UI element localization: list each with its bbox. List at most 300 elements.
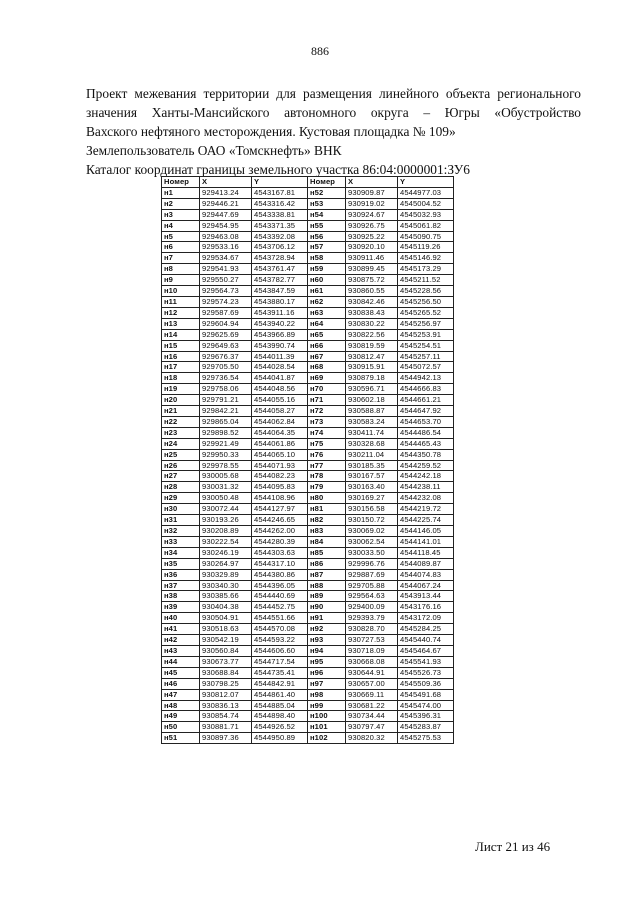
point-number-cell: н89	[308, 591, 346, 602]
point-number-cell: н73	[308, 416, 346, 427]
y-coordinate-cell: 4544118.45	[398, 547, 454, 558]
point-number-cell: н67	[308, 351, 346, 362]
x-coordinate-cell: 930830.22	[346, 318, 398, 329]
x-coordinate-cell: 930681.22	[346, 700, 398, 711]
y-coordinate-cell: 4544942.13	[398, 373, 454, 384]
y-coordinate-cell: 4544977.03	[398, 187, 454, 198]
table-row	[162, 569, 454, 580]
project-title-line-1: Проект межевания территории для размещения линейного объекта регионального	[86, 86, 581, 101]
x-coordinate-cell: 930854.74	[200, 711, 252, 722]
x-coordinate-cell: 930897.36	[200, 733, 252, 744]
point-number-cell: н102	[308, 733, 346, 744]
table-row	[162, 656, 454, 667]
y-coordinate-cell: 4544885.04	[252, 700, 308, 711]
table-row	[162, 733, 454, 744]
y-coordinate-cell: 4544028.54	[252, 362, 308, 373]
point-number-cell: н99	[308, 700, 346, 711]
y-coordinate-cell: 4543392.08	[252, 231, 308, 242]
x-coordinate-cell: 930812.07	[200, 689, 252, 700]
y-coordinate-cell: 4544452.75	[252, 602, 308, 613]
table-row	[162, 187, 454, 198]
table-row	[162, 580, 454, 591]
point-number-cell: н83	[308, 526, 346, 537]
point-number-cell: н68	[308, 362, 346, 373]
x-coordinate-cell: 929564.63	[346, 591, 398, 602]
x-coordinate-cell: 929393.79	[346, 613, 398, 624]
y-coordinate-cell: 4544440.69	[252, 591, 308, 602]
y-coordinate-cell: 4544061.86	[252, 438, 308, 449]
x-coordinate-cell: 929447.69	[200, 209, 252, 220]
header-x-left: X	[200, 177, 252, 188]
point-number-cell: н80	[308, 493, 346, 504]
x-coordinate-cell: 930881.71	[200, 722, 252, 733]
y-coordinate-cell: 4544593.22	[252, 635, 308, 646]
point-number-cell: н5	[162, 231, 200, 242]
point-number-cell: н56	[308, 231, 346, 242]
point-number-cell: н57	[308, 242, 346, 253]
table-row	[162, 460, 454, 471]
point-number-cell: н19	[162, 384, 200, 395]
point-number-cell: н27	[162, 471, 200, 482]
point-number-cell: н39	[162, 602, 200, 613]
table-row	[162, 515, 454, 526]
point-number-cell: н10	[162, 286, 200, 297]
table-row	[162, 645, 454, 656]
table-row	[162, 209, 454, 220]
x-coordinate-cell: 929887.69	[346, 569, 398, 580]
x-coordinate-cell: 930072.44	[200, 504, 252, 515]
point-number-cell: н92	[308, 624, 346, 635]
point-number-cell: н42	[162, 635, 200, 646]
x-coordinate-cell: 930340.30	[200, 580, 252, 591]
point-number-cell: н2	[162, 198, 200, 209]
y-coordinate-cell: 4545396.31	[398, 711, 454, 722]
point-number-cell: н18	[162, 373, 200, 384]
x-coordinate-cell: 929758.06	[200, 384, 252, 395]
point-number-cell: н3	[162, 209, 200, 220]
y-coordinate-cell: 4544238.11	[398, 482, 454, 493]
header-number-left: Номер	[162, 177, 200, 188]
y-coordinate-cell: 4544606.60	[252, 645, 308, 656]
table-row	[162, 231, 454, 242]
table-row	[162, 318, 454, 329]
point-number-cell: н77	[308, 460, 346, 471]
y-coordinate-cell: 4543761.47	[252, 264, 308, 275]
point-number-cell: н45	[162, 667, 200, 678]
y-coordinate-cell: 4544127.97	[252, 504, 308, 515]
point-number-cell: н38	[162, 591, 200, 602]
table-row	[162, 220, 454, 231]
y-coordinate-cell: 4544011.39	[252, 351, 308, 362]
sheet-number: Лист 21 из 46	[475, 839, 551, 854]
point-number-cell: н31	[162, 515, 200, 526]
point-number-cell: н34	[162, 547, 200, 558]
x-coordinate-cell: 929533.16	[200, 242, 252, 253]
y-coordinate-cell: 4544842.91	[252, 678, 308, 689]
x-coordinate-cell: 929978.55	[200, 460, 252, 471]
y-coordinate-cell: 4545072.57	[398, 362, 454, 373]
y-coordinate-cell: 4544219.72	[398, 504, 454, 515]
y-coordinate-cell: 4544141.01	[398, 536, 454, 547]
x-coordinate-cell: 930069.02	[346, 526, 398, 537]
x-coordinate-cell: 930911.46	[346, 253, 398, 264]
point-number-cell: н93	[308, 635, 346, 646]
point-number-cell: н52	[308, 187, 346, 198]
x-coordinate-cell: 930669.11	[346, 689, 398, 700]
y-coordinate-cell: 4545509.36	[398, 678, 454, 689]
document-heading	[86, 84, 581, 179]
x-coordinate-cell: 930819.59	[346, 340, 398, 351]
x-coordinate-cell: 930167.57	[346, 471, 398, 482]
x-coordinate-cell: 930005.68	[200, 471, 252, 482]
x-coordinate-cell: 930812.47	[346, 351, 398, 362]
table-row	[162, 449, 454, 460]
y-coordinate-cell: 4544898.40	[252, 711, 308, 722]
y-coordinate-cell: 4544067.24	[398, 580, 454, 591]
y-coordinate-cell: 4545004.52	[398, 198, 454, 209]
x-coordinate-cell: 930920.10	[346, 242, 398, 253]
x-coordinate-cell: 930836.13	[200, 700, 252, 711]
point-number-cell: н12	[162, 307, 200, 318]
x-coordinate-cell: 930657.00	[346, 678, 398, 689]
project-title-line-3: Вахского нефтяного месторождения. Кустовая площадка № 109»	[86, 124, 456, 139]
y-coordinate-cell: 4544735.41	[252, 667, 308, 678]
coordinates-table-body	[162, 187, 454, 743]
x-coordinate-cell: 930050.48	[200, 493, 252, 504]
y-coordinate-cell: 4543706.12	[252, 242, 308, 253]
y-coordinate-cell: 4544074.83	[398, 569, 454, 580]
y-coordinate-cell: 4545284.25	[398, 624, 454, 635]
x-coordinate-cell: 930222.54	[200, 536, 252, 547]
y-coordinate-cell: 4545032.93	[398, 209, 454, 220]
x-coordinate-cell: 929604.94	[200, 318, 252, 329]
point-number-cell: н97	[308, 678, 346, 689]
y-coordinate-cell: 4545256.97	[398, 318, 454, 329]
point-number-cell: н101	[308, 722, 346, 733]
x-coordinate-cell: 930668.08	[346, 656, 398, 667]
y-coordinate-cell: 4545253.91	[398, 329, 454, 340]
y-coordinate-cell: 4545265.52	[398, 307, 454, 318]
x-coordinate-cell: 929676.37	[200, 351, 252, 362]
point-number-cell: н70	[308, 384, 346, 395]
point-number-cell: н28	[162, 482, 200, 493]
x-coordinate-cell: 930718.09	[346, 645, 398, 656]
x-coordinate-cell: 930211.04	[346, 449, 398, 460]
x-coordinate-cell: 929463.08	[200, 231, 252, 242]
x-coordinate-cell: 930328.68	[346, 438, 398, 449]
y-coordinate-cell: 4544653.70	[398, 416, 454, 427]
y-coordinate-cell: 4544108.96	[252, 493, 308, 504]
x-coordinate-cell: 930163.40	[346, 482, 398, 493]
table-row	[162, 722, 454, 733]
point-number-cell: н44	[162, 656, 200, 667]
y-coordinate-cell: 4543880.17	[252, 296, 308, 307]
table-row	[162, 689, 454, 700]
point-number-cell: н91	[308, 613, 346, 624]
point-number-cell: н63	[308, 307, 346, 318]
x-coordinate-cell: 929842.21	[200, 406, 252, 417]
x-coordinate-cell: 930150.72	[346, 515, 398, 526]
table-row	[162, 504, 454, 515]
table-row	[162, 362, 454, 373]
point-number-cell: н48	[162, 700, 200, 711]
table-row	[162, 471, 454, 482]
x-coordinate-cell: 930062.54	[346, 536, 398, 547]
y-coordinate-cell: 4544041.87	[252, 373, 308, 384]
coordinates-table	[161, 176, 454, 744]
point-number-cell: н47	[162, 689, 200, 700]
point-number-cell: н85	[308, 547, 346, 558]
table-row	[162, 536, 454, 547]
x-coordinate-cell: 930899.45	[346, 264, 398, 275]
x-coordinate-cell: 930828.70	[346, 624, 398, 635]
point-number-cell: н37	[162, 580, 200, 591]
x-coordinate-cell: 930822.56	[346, 329, 398, 340]
point-number-cell: н58	[308, 253, 346, 264]
y-coordinate-cell: 4544926.52	[252, 722, 308, 733]
x-coordinate-cell: 930820.32	[346, 733, 398, 744]
point-number-cell: н23	[162, 427, 200, 438]
y-coordinate-cell: 4543847.59	[252, 286, 308, 297]
x-coordinate-cell: 930926.75	[346, 220, 398, 231]
y-coordinate-cell: 4544717.54	[252, 656, 308, 667]
y-coordinate-cell: 4544242.18	[398, 471, 454, 482]
y-coordinate-cell: 4544048.56	[252, 384, 308, 395]
point-number-cell: н32	[162, 526, 200, 537]
y-coordinate-cell: 4544317.10	[252, 558, 308, 569]
y-coordinate-cell: 4545090.75	[398, 231, 454, 242]
point-number-cell: н26	[162, 460, 200, 471]
table-row	[162, 286, 454, 297]
x-coordinate-cell: 930033.50	[346, 547, 398, 558]
y-coordinate-cell: 4545464.67	[398, 645, 454, 656]
y-coordinate-cell: 4545283.87	[398, 722, 454, 733]
point-number-cell: н74	[308, 427, 346, 438]
point-number-cell: н53	[308, 198, 346, 209]
x-coordinate-cell: 929446.21	[200, 198, 252, 209]
x-coordinate-cell: 930602.18	[346, 395, 398, 406]
point-number-cell: н50	[162, 722, 200, 733]
point-number-cell: н94	[308, 645, 346, 656]
y-coordinate-cell: 4543911.16	[252, 307, 308, 318]
x-coordinate-cell: 929950.33	[200, 449, 252, 460]
y-coordinate-cell: 4544861.40	[252, 689, 308, 700]
y-coordinate-cell: 4545254.51	[398, 340, 454, 351]
x-coordinate-cell: 930798.25	[200, 678, 252, 689]
x-coordinate-cell: 930246.19	[200, 547, 252, 558]
y-coordinate-cell: 4544380.86	[252, 569, 308, 580]
y-coordinate-cell: 4545275.53	[398, 733, 454, 744]
y-coordinate-cell: 4545526.73	[398, 667, 454, 678]
x-coordinate-cell: 929454.95	[200, 220, 252, 231]
y-coordinate-cell: 4545256.50	[398, 296, 454, 307]
x-coordinate-cell: 930875.72	[346, 275, 398, 286]
table-row	[162, 329, 454, 340]
table-row	[162, 482, 454, 493]
x-coordinate-cell: 929574.23	[200, 296, 252, 307]
point-number-cell: н7	[162, 253, 200, 264]
point-number-cell: н66	[308, 340, 346, 351]
point-number-cell: н100	[308, 711, 346, 722]
x-coordinate-cell: 929587.69	[200, 307, 252, 318]
x-coordinate-cell: 929705.50	[200, 362, 252, 373]
header-x-right: X	[346, 177, 398, 188]
land-user: Землепользователь ОАО «Томскнефть» ВНК	[86, 143, 342, 158]
y-coordinate-cell: 4544570.08	[252, 624, 308, 635]
point-number-cell: н98	[308, 689, 346, 700]
y-coordinate-cell: 4544062.84	[252, 416, 308, 427]
y-coordinate-cell: 4543176.16	[398, 602, 454, 613]
page-number: 886	[311, 44, 329, 58]
x-coordinate-cell: 929791.21	[200, 395, 252, 406]
table-row	[162, 340, 454, 351]
y-coordinate-cell: 4544095.83	[252, 482, 308, 493]
point-number-cell: н79	[308, 482, 346, 493]
x-coordinate-cell: 930596.71	[346, 384, 398, 395]
table-row	[162, 635, 454, 646]
y-coordinate-cell: 4543966.89	[252, 329, 308, 340]
y-coordinate-cell: 4543316.42	[252, 198, 308, 209]
table-row	[162, 253, 454, 264]
x-coordinate-cell: 930925.22	[346, 231, 398, 242]
x-coordinate-cell: 930404.38	[200, 602, 252, 613]
table-row	[162, 678, 454, 689]
y-coordinate-cell: 4543913.44	[398, 591, 454, 602]
point-number-cell: н81	[308, 504, 346, 515]
point-number-cell: н24	[162, 438, 200, 449]
point-number-cell: н13	[162, 318, 200, 329]
point-number-cell: н14	[162, 329, 200, 340]
x-coordinate-cell: 930169.27	[346, 493, 398, 504]
y-coordinate-cell: 4544551.66	[252, 613, 308, 624]
y-coordinate-cell: 4544064.35	[252, 427, 308, 438]
table-row	[162, 591, 454, 602]
point-number-cell: н86	[308, 558, 346, 569]
y-coordinate-cell: 4544225.74	[398, 515, 454, 526]
x-coordinate-cell: 930560.84	[200, 645, 252, 656]
x-coordinate-cell: 930329.89	[200, 569, 252, 580]
x-coordinate-cell: 930518.63	[200, 624, 252, 635]
header-y-left: Y	[252, 177, 308, 188]
point-number-cell: н33	[162, 536, 200, 547]
table-row	[162, 711, 454, 722]
y-coordinate-cell: 4544089.87	[398, 558, 454, 569]
table-row	[162, 198, 454, 209]
table-row	[162, 384, 454, 395]
x-coordinate-cell: 930838.43	[346, 307, 398, 318]
point-number-cell: н62	[308, 296, 346, 307]
point-number-cell: н8	[162, 264, 200, 275]
x-coordinate-cell: 930924.67	[346, 209, 398, 220]
y-coordinate-cell: 4544146.05	[398, 526, 454, 537]
y-coordinate-cell: 4544262.00	[252, 526, 308, 537]
table-row	[162, 242, 454, 253]
y-coordinate-cell: 4543172.09	[398, 613, 454, 624]
x-coordinate-cell: 930588.87	[346, 406, 398, 417]
y-coordinate-cell: 4544486.54	[398, 427, 454, 438]
x-coordinate-cell: 930504.91	[200, 613, 252, 624]
x-coordinate-cell: 930915.91	[346, 362, 398, 373]
y-coordinate-cell: 4544661.21	[398, 395, 454, 406]
point-number-cell: н40	[162, 613, 200, 624]
table-header-row	[162, 177, 454, 188]
point-number-cell: н54	[308, 209, 346, 220]
point-number-cell: н78	[308, 471, 346, 482]
x-coordinate-cell: 930727.53	[346, 635, 398, 646]
point-number-cell: н21	[162, 406, 200, 417]
table-row	[162, 406, 454, 417]
y-coordinate-cell: 4545541.93	[398, 656, 454, 667]
x-coordinate-cell: 930264.97	[200, 558, 252, 569]
point-number-cell: н9	[162, 275, 200, 286]
x-coordinate-cell: 930734.44	[346, 711, 398, 722]
x-coordinate-cell: 930542.19	[200, 635, 252, 646]
point-number-cell: н17	[162, 362, 200, 373]
x-coordinate-cell: 930879.18	[346, 373, 398, 384]
point-number-cell: н4	[162, 220, 200, 231]
point-number-cell: н46	[162, 678, 200, 689]
table-row	[162, 700, 454, 711]
y-coordinate-cell: 4545173.29	[398, 264, 454, 275]
table-row	[162, 667, 454, 678]
table-row	[162, 416, 454, 427]
x-coordinate-cell: 930385.66	[200, 591, 252, 602]
point-number-cell: н88	[308, 580, 346, 591]
project-title-line-2: значения Ханты-Мансийского автономного округа – Югры «Обустройство	[86, 105, 581, 120]
table-row	[162, 351, 454, 362]
table-row	[162, 602, 454, 613]
x-coordinate-cell: 930797.47	[346, 722, 398, 733]
point-number-cell: н69	[308, 373, 346, 384]
y-coordinate-cell: 4544666.83	[398, 384, 454, 395]
x-coordinate-cell: 930185.35	[346, 460, 398, 471]
x-coordinate-cell: 929996.76	[346, 558, 398, 569]
point-number-cell: н64	[308, 318, 346, 329]
x-coordinate-cell: 929550.27	[200, 275, 252, 286]
x-coordinate-cell: 929898.52	[200, 427, 252, 438]
y-coordinate-cell: 4544071.93	[252, 460, 308, 471]
point-number-cell: н59	[308, 264, 346, 275]
y-coordinate-cell: 4545440.74	[398, 635, 454, 646]
point-number-cell: н20	[162, 395, 200, 406]
y-coordinate-cell: 4543371.35	[252, 220, 308, 231]
y-coordinate-cell: 4544950.89	[252, 733, 308, 744]
point-number-cell: н35	[162, 558, 200, 569]
y-coordinate-cell: 4545257.11	[398, 351, 454, 362]
y-coordinate-cell: 4544396.05	[252, 580, 308, 591]
x-coordinate-cell: 930842.46	[346, 296, 398, 307]
point-number-cell: н82	[308, 515, 346, 526]
table-row	[162, 264, 454, 275]
point-number-cell: н1	[162, 187, 200, 198]
table-row	[162, 296, 454, 307]
y-coordinate-cell: 4545211.52	[398, 275, 454, 286]
point-number-cell: н49	[162, 711, 200, 722]
y-coordinate-cell: 4544647.92	[398, 406, 454, 417]
point-number-cell: н11	[162, 296, 200, 307]
x-coordinate-cell: 929534.67	[200, 253, 252, 264]
y-coordinate-cell: 4544465.43	[398, 438, 454, 449]
y-coordinate-cell: 4544280.39	[252, 536, 308, 547]
point-number-cell: н6	[162, 242, 200, 253]
y-coordinate-cell: 4544055.16	[252, 395, 308, 406]
x-coordinate-cell: 930208.89	[200, 526, 252, 537]
table-row	[162, 427, 454, 438]
table-row	[162, 438, 454, 449]
table-row	[162, 624, 454, 635]
y-coordinate-cell: 4544303.63	[252, 547, 308, 558]
x-coordinate-cell: 929400.09	[346, 602, 398, 613]
